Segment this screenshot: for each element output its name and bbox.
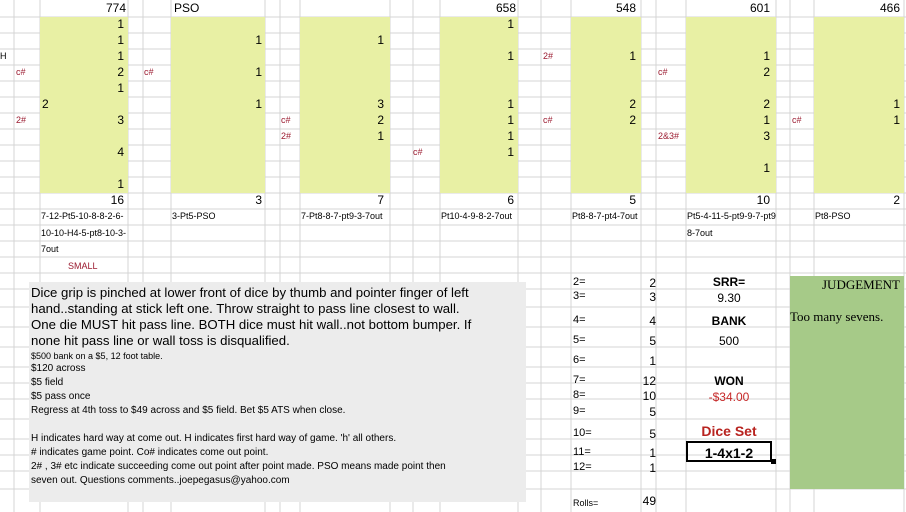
column-entry[interactable]: 2 xyxy=(763,65,770,79)
stat-label[interactable]: 12= xyxy=(573,461,592,473)
judgement-title: JUDGEMENT xyxy=(822,277,900,292)
note-line: Dice grip is pinched at lower front of dice by thumb and pointer finger of left xyxy=(31,285,469,300)
column-header[interactable]: PSO xyxy=(174,1,200,15)
column-entry[interactable]: 1 xyxy=(117,177,124,191)
column-header[interactable]: 774 xyxy=(105,1,126,15)
column-entry[interactable]: 1 xyxy=(507,113,514,127)
column-entry[interactable]: 1 xyxy=(893,97,900,111)
won-label[interactable]: WON xyxy=(714,374,744,388)
come-out-marker[interactable]: c# xyxy=(543,115,553,125)
roll-sequence[interactable]: 10-10-H4-5-pt8-10-3- xyxy=(41,228,127,238)
dice-set-label[interactable]: Dice Set xyxy=(701,423,757,439)
column-entry[interactable]: 1 xyxy=(117,81,124,95)
column-header[interactable]: 466 xyxy=(879,1,900,15)
roll-sequence[interactable]: Pt8-PSO xyxy=(815,211,851,221)
come-out-marker[interactable]: 2&3# xyxy=(658,131,680,141)
roll-count[interactable]: 6 xyxy=(507,193,514,207)
roll-count[interactable]: 2 xyxy=(893,193,900,207)
note-line: $500 bank on a $5, 12 foot table. xyxy=(31,351,163,361)
stat-value[interactable]: 5 xyxy=(649,334,656,348)
small-label: SMALL xyxy=(68,261,98,271)
stat-value[interactable]: 1 xyxy=(649,446,656,460)
roll-sequence[interactable]: 7-12-Pt5-10-8-8-2-6- xyxy=(41,211,124,221)
stat-label[interactable]: 4= xyxy=(573,314,586,326)
roll-count[interactable]: 10 xyxy=(756,193,770,207)
note-line: $120 across xyxy=(31,363,86,374)
column-header[interactable]: 658 xyxy=(495,1,516,15)
column-entry[interactable]: 1 xyxy=(117,33,124,47)
column-entry[interactable]: 1 xyxy=(377,33,384,47)
dice-set-value[interactable]: 1-4x1-2 xyxy=(686,441,772,462)
stat-value[interactable]: 4 xyxy=(649,314,656,328)
stat-value[interactable]: 3 xyxy=(649,290,656,304)
rolls-label[interactable]: Rolls= xyxy=(573,498,599,508)
stat-label[interactable]: 9= xyxy=(573,405,586,417)
stat-value[interactable]: 5 xyxy=(649,405,656,419)
roll-sequence[interactable]: Pt8-8-7-pt4-7out xyxy=(572,211,638,221)
judgement-panel[interactable] xyxy=(790,276,904,489)
notes-box[interactable] xyxy=(29,282,526,502)
column-header[interactable]: 601 xyxy=(749,1,770,15)
stat-label[interactable]: 7= xyxy=(573,374,586,386)
note-line: none hit pass line or wall toss is disqualified. xyxy=(31,333,290,348)
column-entry[interactable]: 4 xyxy=(117,145,124,159)
roll-count[interactable]: 7 xyxy=(377,193,384,207)
note-line: # indicates game point. Co# indicates come out point. xyxy=(31,447,269,458)
note-line: $5 pass once xyxy=(31,391,91,402)
stat-value[interactable]: 2 xyxy=(649,276,656,290)
column-header[interactable]: 548 xyxy=(615,1,636,15)
roll-count[interactable]: 16 xyxy=(110,193,124,207)
note-line: $5 field xyxy=(31,377,64,388)
come-out-marker[interactable]: 2# xyxy=(281,131,292,141)
come-out-marker[interactable]: c# xyxy=(16,67,26,77)
column-entry[interactable]: 1 xyxy=(117,49,124,63)
roll-sequence[interactable]: 7-Pt8-8-7-pt9-3-7out xyxy=(301,211,383,221)
column-entry[interactable]: 1 xyxy=(507,97,514,111)
note-line: hand..standing at stick left one. Throw straight to pass line closest to wall. xyxy=(31,301,460,316)
won-value[interactable]: -$34.00 xyxy=(708,390,750,404)
stat-label[interactable]: 8= xyxy=(573,389,586,401)
column-entry[interactable]: 2 xyxy=(629,97,636,111)
come-out-marker[interactable]: c# xyxy=(658,67,668,77)
column-entry[interactable]: 2 xyxy=(629,113,636,127)
column-entry[interactable]: 2 xyxy=(42,97,49,111)
hard-way-marker[interactable]: H xyxy=(0,51,7,61)
column-entry[interactable]: 1 xyxy=(629,49,636,63)
column-entry[interactable]: 1 xyxy=(377,129,384,143)
column-entry[interactable]: 3 xyxy=(763,129,770,143)
rolls-value[interactable]: 49 xyxy=(642,494,656,508)
note-line: H indicates hard way at come out. H indicates first hard way of game. 'h' all others. xyxy=(31,433,397,444)
roll-sequence[interactable]: Pt5-4-11-5-pt9-9-7-pt9 xyxy=(687,211,776,221)
come-out-marker[interactable]: 2# xyxy=(16,115,27,125)
column-entry[interactable]: 1 xyxy=(763,49,770,63)
column-entry[interactable]: 2 xyxy=(117,65,124,79)
stat-value[interactable]: 1 xyxy=(649,354,656,368)
note-line: seven out. Questions comments..joepegasus@yahoo.com xyxy=(31,475,290,486)
roll-count[interactable]: 3 xyxy=(255,193,262,207)
bank-value[interactable]: 500 xyxy=(718,334,740,348)
column-entry[interactable]: 1 xyxy=(255,97,262,111)
column-entry[interactable]: 1 xyxy=(507,145,514,159)
come-out-marker[interactable]: c# xyxy=(792,115,802,125)
column-entry[interactable]: 3 xyxy=(117,113,124,127)
column-entry[interactable]: 1 xyxy=(255,33,262,47)
stat-value[interactable]: 10 xyxy=(642,389,656,403)
come-out-marker[interactable]: c# xyxy=(144,67,154,77)
come-out-marker[interactable]: c# xyxy=(281,115,291,125)
column-entry[interactable]: 1 xyxy=(507,129,514,143)
stat-label[interactable]: 11= xyxy=(573,446,591,458)
stat-label[interactable]: 10= xyxy=(573,427,592,439)
stat-value[interactable]: 12 xyxy=(642,374,656,388)
column-entry[interactable]: 1 xyxy=(255,65,262,79)
column-entry[interactable]: 1 xyxy=(893,113,900,127)
column-entry[interactable]: 1 xyxy=(507,17,514,31)
roll-sequence[interactable]: Pt10-4-9-8-2-7out xyxy=(441,211,513,221)
column-entry[interactable]: 1 xyxy=(763,161,770,175)
column-entry[interactable]: 2 xyxy=(377,113,384,127)
note-line: Regress at 4th toss to $49 across and $5 field. Bet $5 ATS when close. xyxy=(31,405,346,416)
stat-label[interactable]: 3= xyxy=(573,290,586,302)
roll-sequence[interactable]: 8-7out xyxy=(687,228,713,238)
fill-handle[interactable] xyxy=(771,459,776,464)
stat-label[interactable]: 2= xyxy=(573,276,586,288)
roll-count[interactable]: 5 xyxy=(629,193,636,207)
note-line: 2# , 3# etc indicate succeeding come out point after point made. PSO means made point then xyxy=(31,461,446,472)
judgement-text: Too many sevens. xyxy=(790,309,884,324)
column-entry[interactable]: 3 xyxy=(377,97,384,111)
column-entry[interactable]: 1 xyxy=(763,113,770,127)
stat-label[interactable]: 5= xyxy=(573,334,586,346)
srr-value[interactable]: 9.30 xyxy=(717,291,741,305)
roll-sequence[interactable]: 7out xyxy=(41,244,59,254)
stat-label[interactable]: 6= xyxy=(573,354,586,366)
roll-sequence[interactable]: 3-Pt5-PSO xyxy=(172,211,216,221)
column-entry[interactable]: 2 xyxy=(763,97,770,111)
stat-value[interactable]: 5 xyxy=(649,427,656,441)
column-entry[interactable]: 1 xyxy=(507,49,514,63)
come-out-marker[interactable]: 2# xyxy=(543,51,554,61)
bank-label[interactable]: BANK xyxy=(711,314,747,328)
column-entry[interactable]: 1 xyxy=(117,17,124,31)
srr-label[interactable]: SRR= xyxy=(712,275,746,289)
stat-value[interactable]: 1 xyxy=(649,461,656,475)
note-line: One die MUST hit pass line. BOTH dice must hit wall..not bottom bumper. If xyxy=(31,317,472,332)
come-out-marker[interactable]: c# xyxy=(413,147,423,157)
